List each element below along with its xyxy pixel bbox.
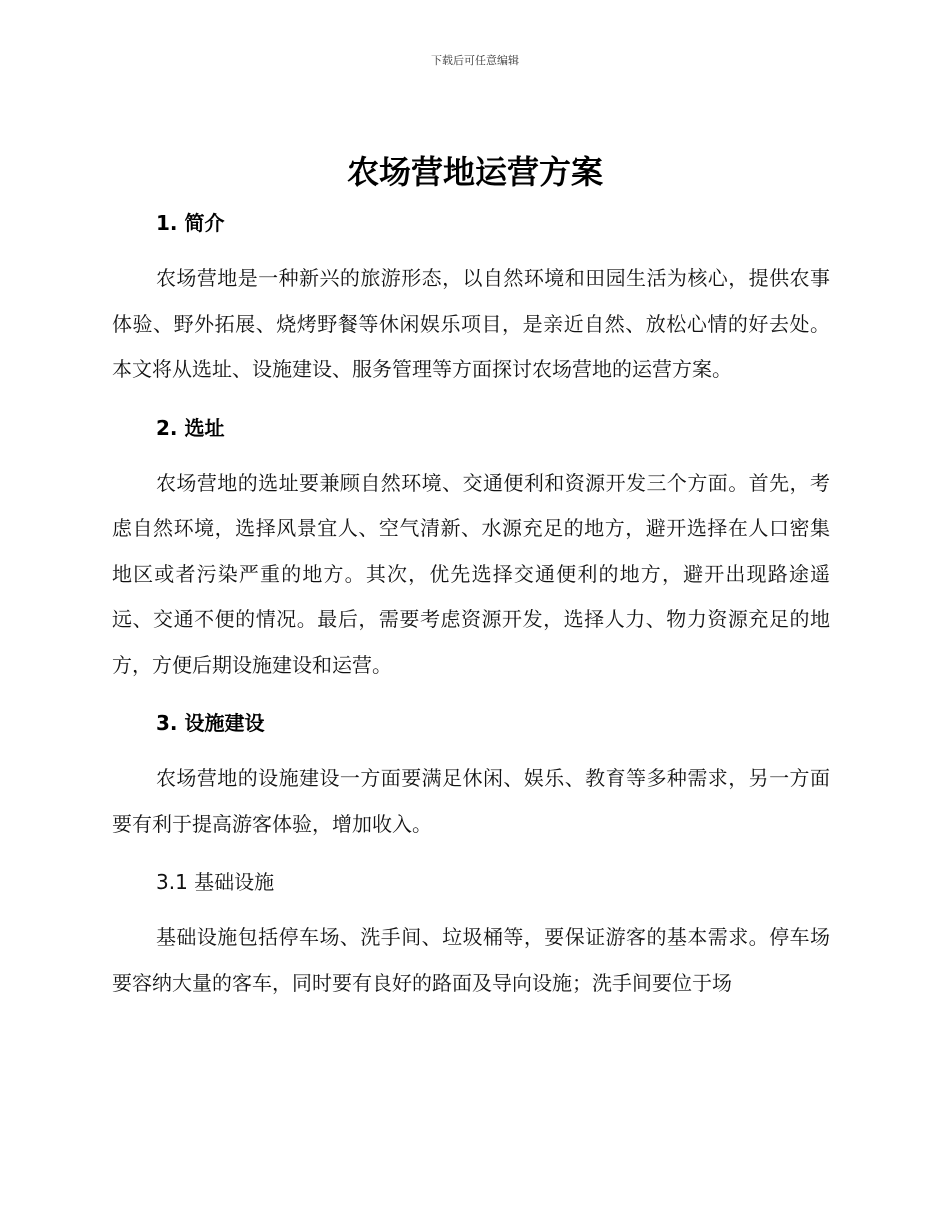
- section-heading-site: 2. 选址: [156, 415, 225, 440]
- subsection-paragraph-basic: 基础设施包括停车场、洗手间、垃圾桶等，要保证游客的基本需求。停车场要容纳大量的客车，同时要有良好的路面及导向设施；洗手间要位于场: [112, 925, 830, 995]
- document-title: 农场营地运营方案: [346, 153, 603, 191]
- section-paragraph-facilities: 农场营地的设施建设一方面要满足休闲、娱乐、教育等多种需求，另一方面要有利于提高游客体验，增加收入。: [112, 766, 830, 836]
- section-paragraph-site: 农场营地的选址要兼顾自然环境、交通便利和资源开发三个方面。首先，考虑自然环境，选择风景宜人、空气清新、水源充足的地方，避开选择在人口密集地区或者污染严重的地方。其次，优先选择交通便利的地方，避开出现路途遥远、交通不便的情况。最后，需要考虑资源开发，选择人力、物力资源充足的地方，方便后期设施建设和运营。: [112, 470, 830, 677]
- document-body: [112, 200, 830, 1006]
- page-header-note: 下载后可任意编辑: [431, 54, 519, 67]
- section-heading-facilities: 3. 设施建设: [156, 711, 265, 735]
- section-heading-intro: 1. 简介: [156, 211, 225, 235]
- section-paragraph-intro: 农场营地是一种新兴的旅游形态，以自然环境和田园生活为核心，提供农事体验、野外拓展、烧烤野餐等休闲娱乐项目，是亲近自然、放松心情的好去处。本文将从选址、设施建设、服务管理等方面探讨农场营地的运营方案。: [112, 266, 830, 381]
- subsection-heading-basic: 3.1 基础设施: [156, 870, 275, 894]
